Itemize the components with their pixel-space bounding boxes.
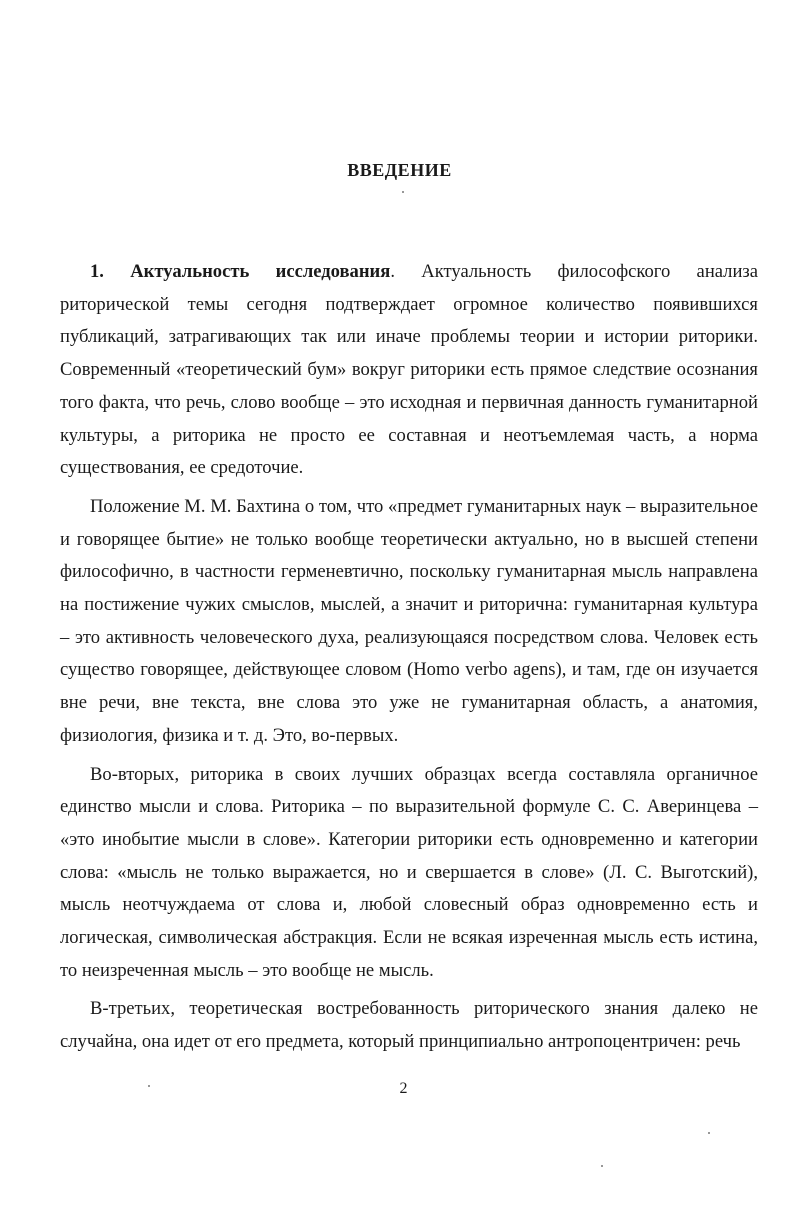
paragraph-3: Во-вторых, риторика в своих лучших образцах всегда составляла органичное единство мысли и слова. Риторика – по выразительной формуле С. С. Аверинцева – «это инобытие мысли в слове». Категории риторики есть одновременно и категории слова: «мысль не только выражается, но и свершается в слове» (Л. С. Выготский), мысль неотчуждаема от слова и, любой словесный образ одновременно есть и логическая, символическая абстракция. Если не всякая изреченная мысль есть истина, то неизреченная мысль – это вообще не мысль. [60, 763, 758, 981]
paragraph-1-text: . Актуальность философского анализа риторической темы сегодня подтверждает огромное количество появившихся публикаций, затрагивающих так или иначе проблемы теории и истории риторики. Современный «теоретический бум» вокруг риторики есть прямое следствие осознания того факта, что речь, слово вообще – это исходная и первичная данность гуманитарной культуры, а риторика не просто ее составная и неотъемлемая часть, а норма существования, ее средоточие. [60, 261, 759, 479]
scan-speck [601, 1165, 603, 1167]
paragraph-1 [60, 256, 758, 485]
page-number: 2 [399, 1080, 408, 1097]
scan-speck [708, 1132, 710, 1134]
paragraph-4: В-третьих, теоретическая востребованность риторического знания далеко не случайна, она идет от его предмета, который принципиально антропоцентричен: речь [60, 998, 758, 1053]
body-text [60, 256, 758, 1059]
scan-speck [148, 1085, 150, 1087]
paragraph-2: Положение М. М. Бахтина о том, что «предмет гуманитарных наук – выразительное и говорящее бытие» не только вообще теоретически актуально, но в высшей степени философично, в частности герменевтично, поскольку гуманитарная мысль направлена на постижение чужих смыслов, мыслей, а значит и риторична: гуманитарная культура – это активность человеческого духа, реализующаяся посредством слова. Человек есть существо говорящее, действующее словом (Homo verbo agens), и там, где он изучается вне речи, вне текста, вне слова это уже не гуманитарная область, а анатомия, физиология, физика и т. д. Это, во-первых. [60, 495, 758, 746]
paragraph-1-lead: 1. Актуальность исследования [90, 261, 391, 282]
section-heading: ВВЕДЕНИЕ [347, 160, 452, 180]
scan-speck [402, 191, 404, 193]
